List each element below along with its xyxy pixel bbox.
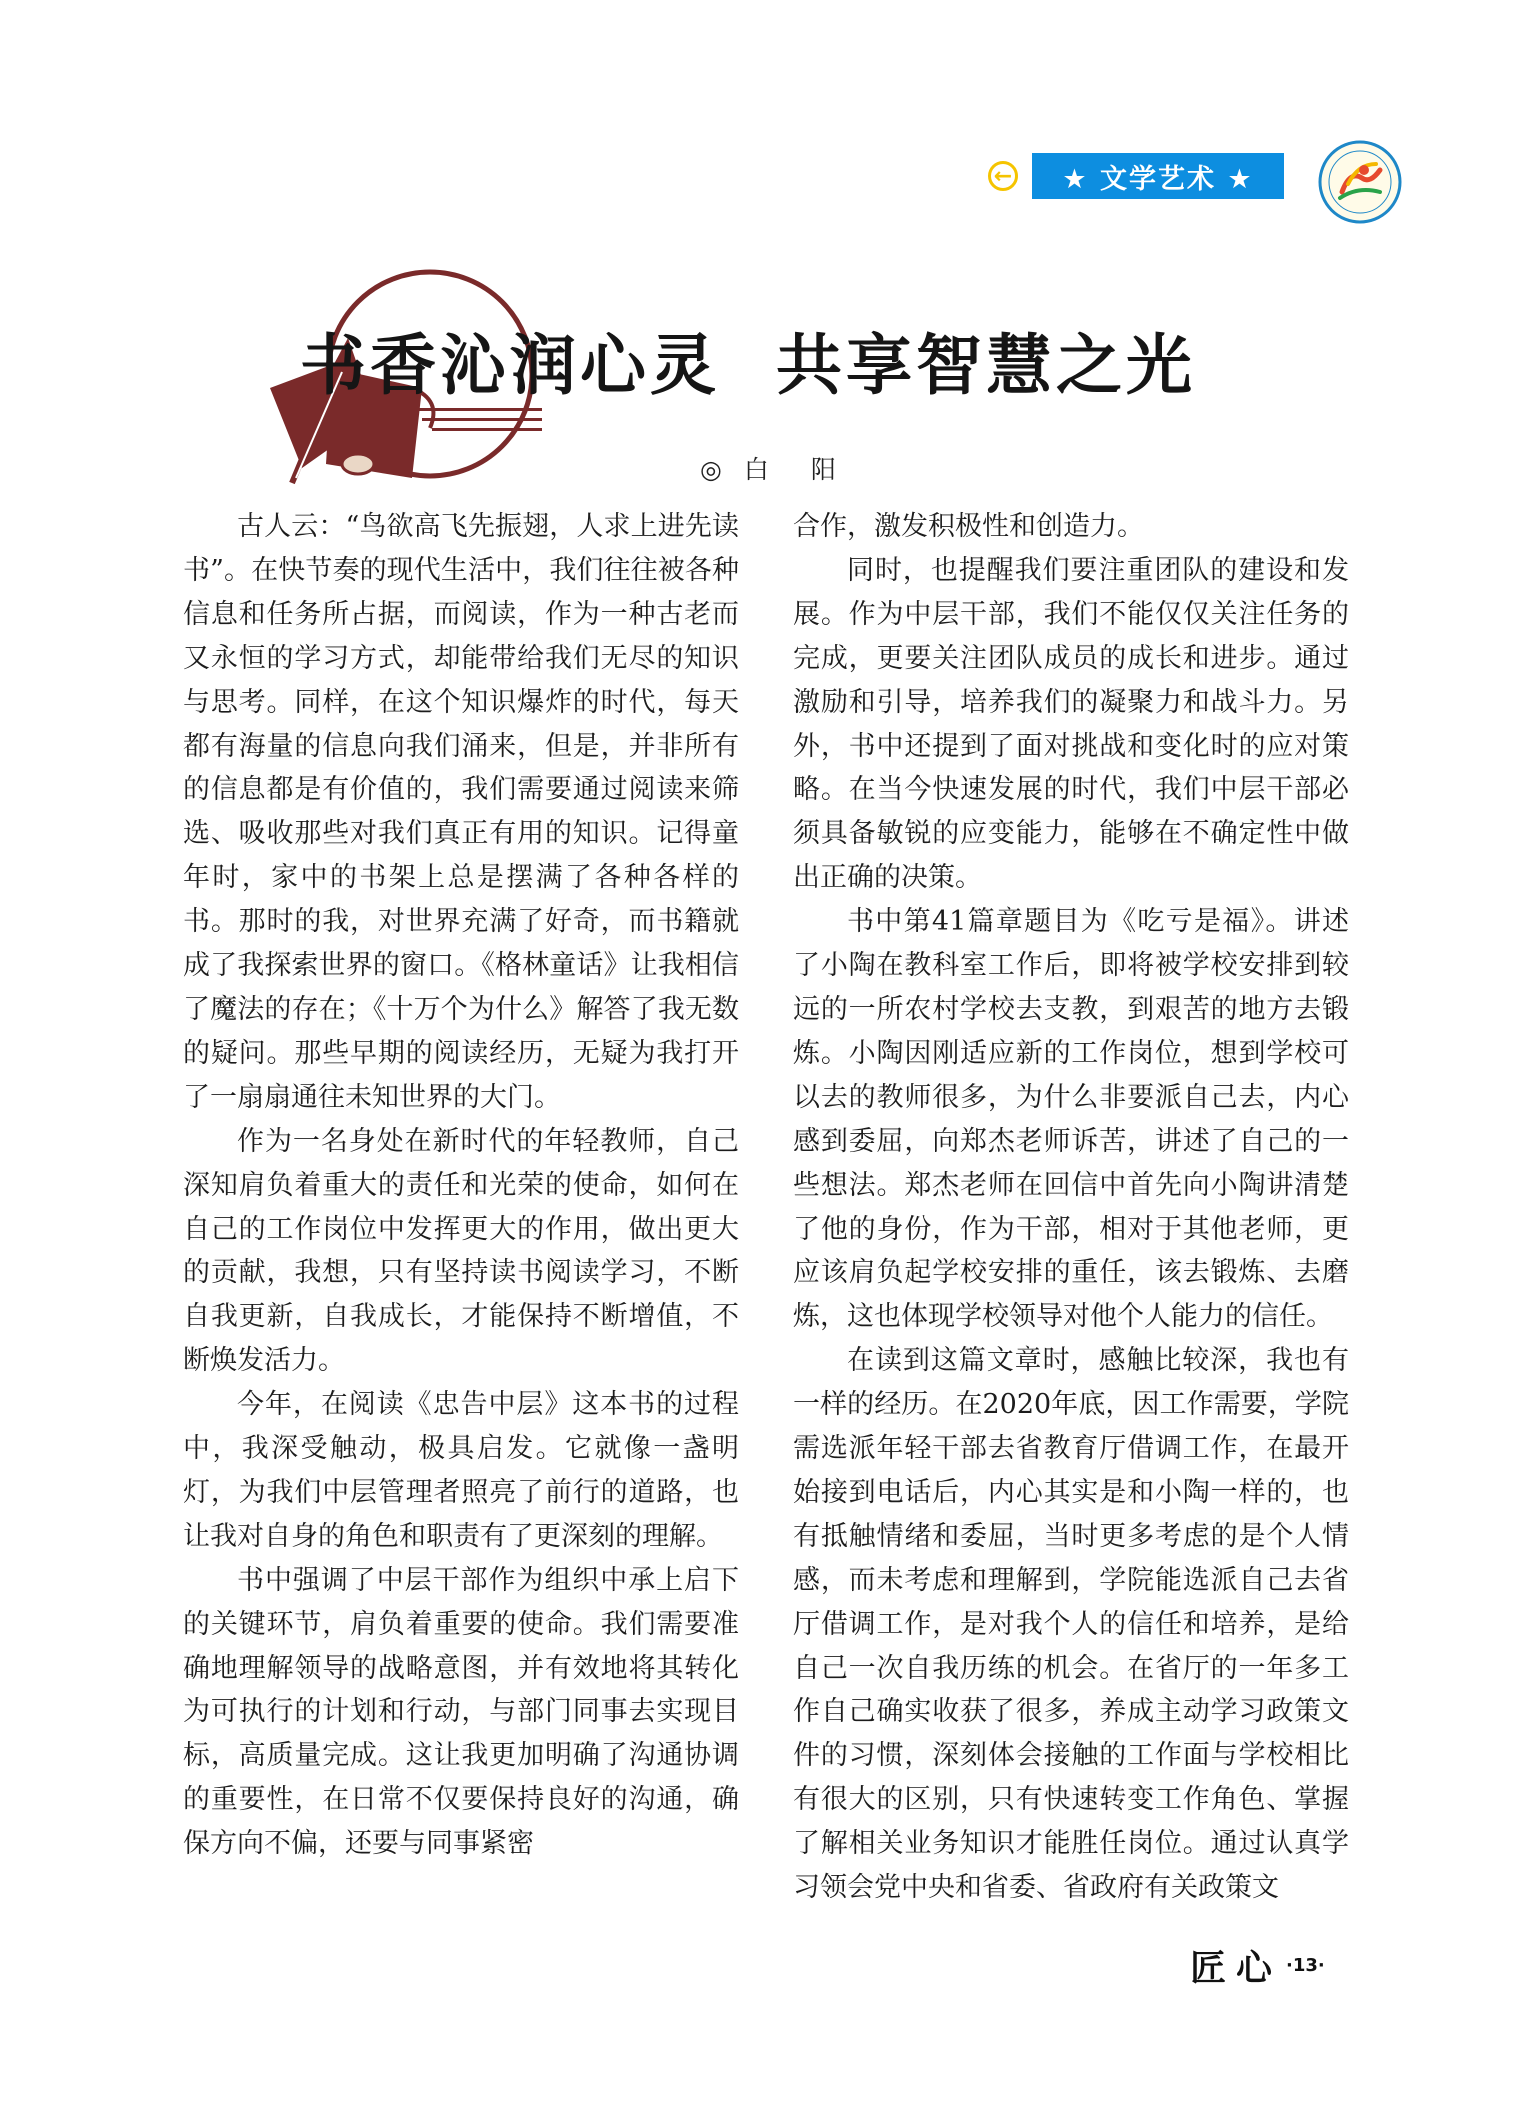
- author-byline: [700, 450, 838, 486]
- page-footer: [1190, 1940, 1325, 1991]
- section-badge: ★ 文学艺术 ★: [1032, 153, 1284, 199]
- title-part-2: 共享智慧之光: [776, 326, 1196, 404]
- paragraph: 同时，也提醒我们要注重团队的建设和发展。作为中层干部，我们不能仅仅关注任务的完成，更要关注团队成员的成长和进步。通过激励和引导，培养我们的凝聚力和战斗力。另外，书中还提到了面对挑战和变化时的应对策略。在当今快速发展的时代，我们中层干部必须具备敏锐的应变能力，能够在不确定性中做出正确的决策。: [793, 554, 1349, 894]
- article-column-right: [793, 505, 1349, 1910]
- page-number: ·13·: [1286, 1955, 1325, 1976]
- author-mark: ◎: [700, 455, 724, 484]
- paragraph-continuation: 合作，激发积极性和创造力。: [793, 511, 1144, 542]
- paragraph: 作为一名身处在新时代的年轻教师，自己深知肩负着重大的责任和光荣的使命，如何在自己的工作岗位中发挥更大的作用，做出更大的贡献，我想，只有坚持读书阅读学习，不断自我更新，自我成长，才能保持不断增值，不断焕发活力。: [183, 1125, 739, 1377]
- paragraph: 古人云：“鸟欲高飞先振翅，人求上进先读书”。在快节奏的现代生活中，我们往往被各种信息和任务所占据，而阅读，作为一种古老而又永恒的学习方式，却能带给我们无尽的知识与思考。同样，在这个知识爆炸的时代，每天都有海量的信息向我们涌来，但是，并非所有的信息都是有价值的，我们需要通过阅读来筛选、吸收那些对我们真正有用的知识。记得童年时，家中的书架上总是摆满了各种各样的书。那时的我，对世界充满了好奇，而书籍就成了我探索世界的窗口。《格林童话》让我相信了魔法的存在；《十万个为什么》解答了我无数的疑问。那些早期的阅读经历，无疑为我打开了一扇扇通往未知世界的大门。: [183, 511, 739, 1113]
- title-part-1: 书香沁润心灵: [300, 326, 720, 404]
- author-family-name: 阳: [810, 455, 838, 484]
- paragraph: 今年，在阅读《忠告中层》这本书的过程中，我深受触动，极具启发。它就像一盏明灯，为我们中层管理者照亮了前行的道路，也让我对自身的角色和职责有了更深刻的理解。: [183, 1389, 739, 1552]
- paragraph: 书中第41篇章题目为《吃亏是福》。讲述了小陶在教科室工作后，即将被学校安排到较远的一所农村学校去支教，到艰苦的地方去锻炼。小陶因刚适应新的工作岗位，想到学校可以去的教师很多，为什么非要派自己去，内心感到委屈，向郑杰老师诉苦，讲述了自己的一些想法。郑杰老师在回信中首先向小陶讲清楚了他的身份，作为干部，相对于其他老师，更应该肩负起学校安排的重任，该去锻炼、去磨炼，这也体现学校领导对他个人能力的信任。: [793, 906, 1349, 1333]
- magazine-name: 匠心: [1190, 1947, 1283, 1989]
- magazine-logo-icon: [1318, 140, 1402, 224]
- section-header: [988, 152, 1284, 200]
- author-given-name: 白: [743, 455, 771, 484]
- article-column-left: [183, 505, 739, 1866]
- paragraph: 在读到这篇文章时，感触比较深，我也有一样的经历。在2020年底，因工作需要，学院需选派年轻干部去省教育厅借调工作，在最开始接到电话后，内心其实是和小陶一样的，也有抵触情绪和委屈，当时更多考虑的是个人情感，而未考虑和理解到，学院能选派自己去省厅借调工作，是对我个人的信任和培养，是给自己一次自我历练的机会。在省厅的一年多工作自己确实收获了很多，养成主动学习政策文件的习惯，深刻体会接触的工作面与学校相比有很大的区别，只有快速转变工作角色、掌握了解相关业务知识才能胜任岗位。通过认真学习领会党中央和省委、省政府有关政策文: [793, 1345, 1349, 1904]
- article-title: [300, 312, 1260, 407]
- arrow-left-circle-icon[interactable]: ←: [988, 161, 1018, 191]
- paragraph: 书中强调了中层干部作为组织中承上启下的关键环节，肩负着重要的使命。我们需要准确地理解领导的战略意图，并有效地将其转化为可执行的计划和行动，与部门同事去实现目标，高质量完成。这让我更加明确了沟通协调的重要性，在日常不仅要保持良好的沟通，确保方向不偏，还要与同事紧密: [183, 1564, 739, 1860]
